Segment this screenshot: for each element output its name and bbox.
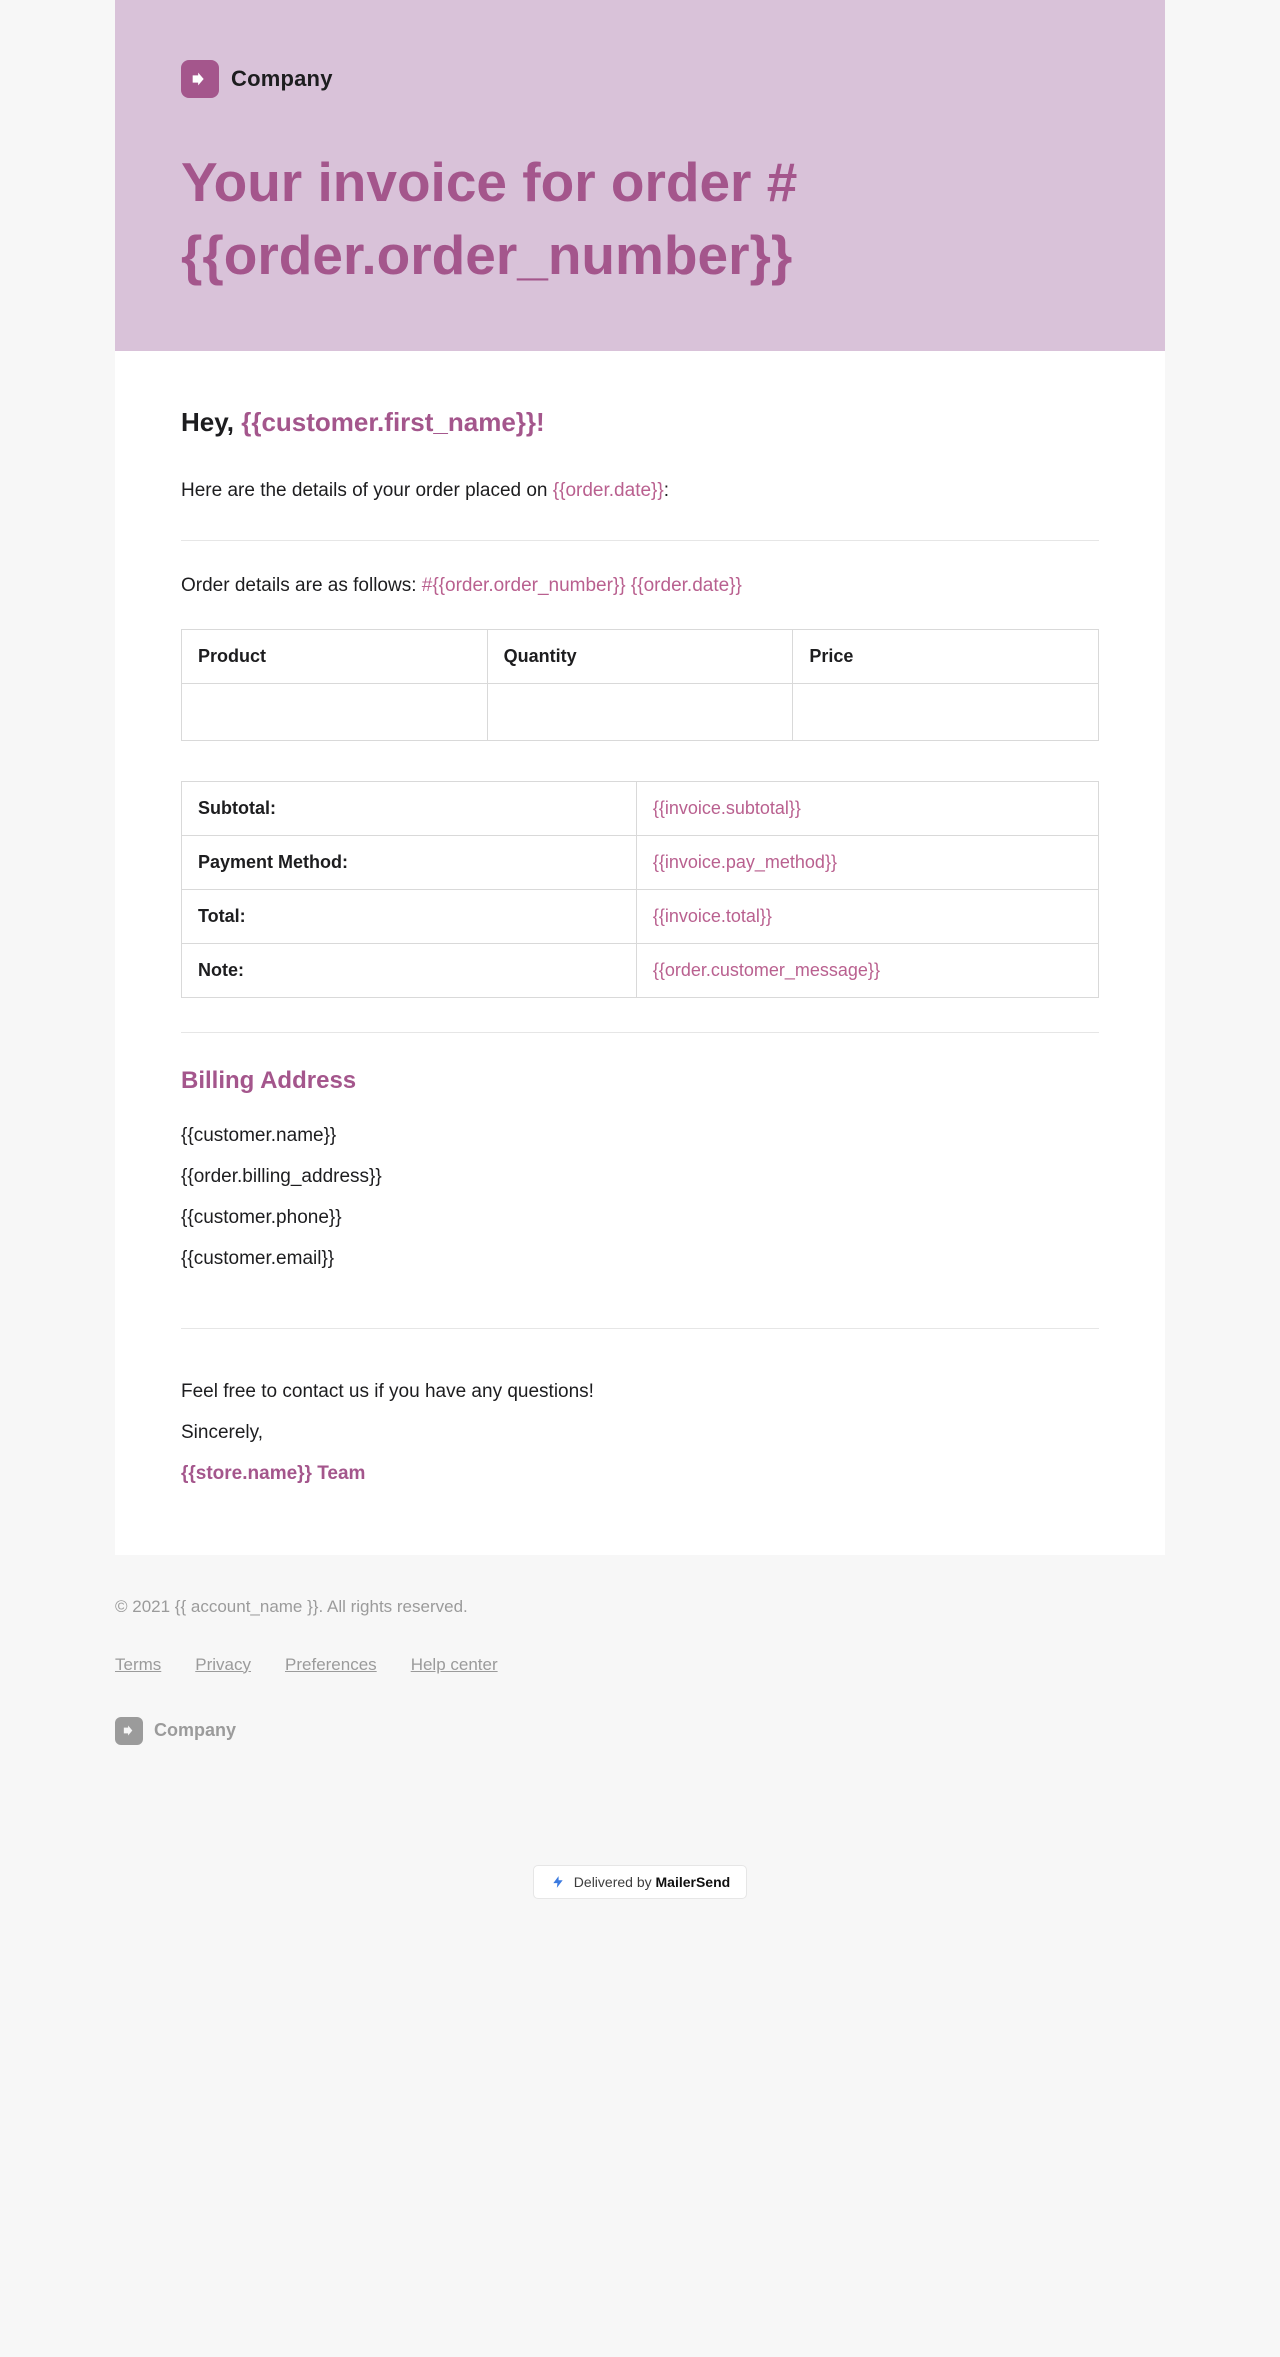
delivered-by-bar (0, 1805, 1280, 1959)
cell-price (793, 683, 1099, 740)
summary-label-subtotal: Subtotal: (182, 781, 637, 835)
email-header (115, 0, 1165, 351)
billing-line-address: {{order.billing_address}} (181, 1165, 382, 1187)
table-header-row (182, 629, 1099, 683)
email-footer (115, 1555, 1165, 1805)
play-arrow-logo-icon (181, 60, 219, 98)
greeting-name: {{customer.first_name}}! (241, 407, 545, 438)
contact-line: Feel free to contact us if you have any questions! (181, 1380, 594, 1402)
order-details-line (181, 575, 1099, 597)
table-row (182, 781, 1099, 835)
delivered-prefix: Delivered by (573, 1873, 656, 1890)
summary-table (181, 781, 1099, 998)
summary-label-total: Total: (182, 889, 637, 943)
billing-address-title: Billing Address (181, 1066, 357, 1094)
divider-billing (181, 1032, 1099, 1033)
summary-value-payment-method: {{invoice.pay_method}} (636, 835, 1098, 889)
greeting-prefix: Hey, (181, 407, 242, 438)
table-row (182, 835, 1099, 889)
table-row (182, 943, 1099, 997)
footer-brand (115, 1717, 1165, 1745)
column-header-product: Product (182, 629, 488, 683)
delivered-by-text (574, 1874, 730, 1890)
intro-variable: {{order.date}} (552, 480, 664, 502)
page-title: Your invoice for order #{{order.order_number}} (181, 151, 798, 286)
billing-line-phone: {{customer.phone}} (181, 1206, 342, 1228)
intro-paragraph (181, 476, 1099, 505)
greeting (181, 407, 1099, 438)
footer-link-privacy[interactable]: Privacy (195, 1654, 252, 1674)
footer-link-preferences[interactable]: Preferences (285, 1654, 377, 1674)
table-row (182, 683, 1099, 740)
lightning-bolt-icon (550, 1874, 566, 1890)
cell-product (182, 683, 488, 740)
summary-value-note: {{order.customer_message}} (636, 943, 1098, 997)
column-header-price: Price (793, 629, 1099, 683)
footer-copyright: © 2021 {{ account_name }}. All rights reserved. (115, 1596, 468, 1616)
divider-closing (181, 1328, 1099, 1329)
footer-link-help-center[interactable]: Help center (410, 1654, 498, 1674)
delivered-brand: MailerSend (655, 1873, 731, 1890)
intro-prefix: Here are the details of your order placed on (181, 480, 553, 502)
summary-value-subtotal: {{invoice.subtotal}} (636, 781, 1098, 835)
products-table (181, 629, 1099, 741)
summary-label-note: Note: (182, 943, 637, 997)
play-arrow-logo-icon (115, 1717, 143, 1745)
order-details-prefix: Order details are as follows: (181, 574, 422, 596)
header-brand-name: Company (231, 66, 333, 91)
team-signature: {{store.name}} Team (181, 1462, 366, 1484)
delivered-by-badge[interactable] (533, 1865, 747, 1899)
billing-line-email: {{customer.email}} (181, 1247, 335, 1269)
header-brand (181, 60, 1099, 98)
divider-top (181, 540, 1099, 541)
column-header-quantity: Quantity (487, 629, 793, 683)
footer-brand-name: Company (154, 1720, 237, 1741)
summary-value-total: {{invoice.total}} (636, 889, 1098, 943)
summary-label-payment-method: Payment Method: (182, 835, 637, 889)
footer-link-terms[interactable]: Terms (115, 1654, 162, 1674)
order-details-variable: #{{order.order_number}} {{order.date}} (421, 574, 742, 596)
table-row (182, 889, 1099, 943)
footer-links (115, 1655, 1165, 1675)
cell-quantity (487, 683, 793, 740)
email-body (115, 0, 1165, 1555)
billing-line-name: {{customer.name}} (181, 1124, 337, 1146)
sincerely-line: Sincerely, (181, 1421, 264, 1443)
email-content (115, 351, 1165, 1554)
intro-suffix: : (663, 480, 670, 502)
